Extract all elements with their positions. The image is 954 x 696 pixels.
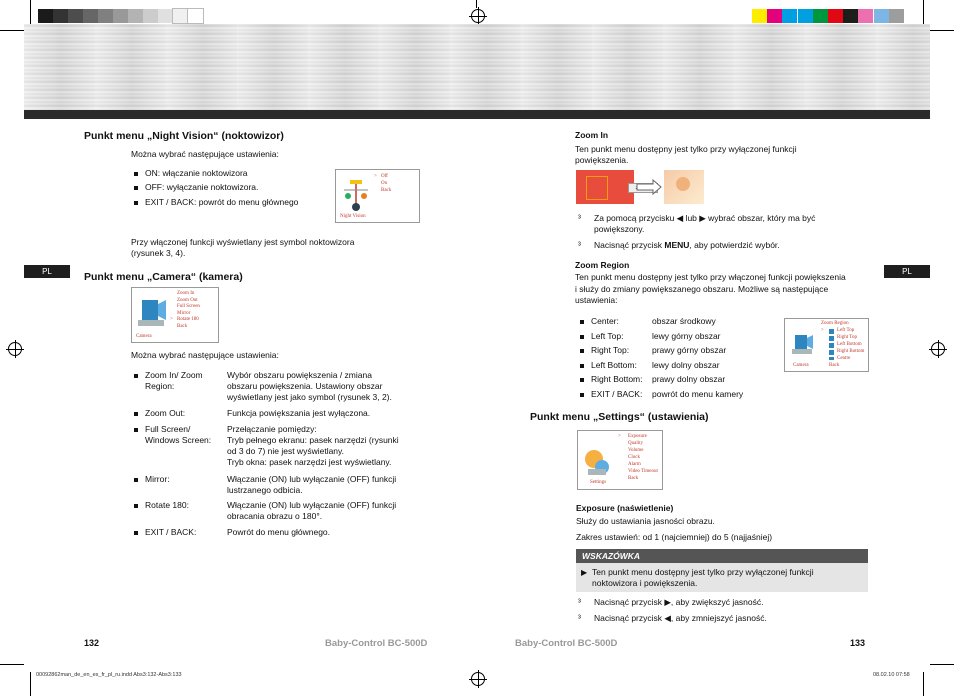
menu-caption: Camera <box>136 334 152 339</box>
exposure-heading: Exposure (naświetlenie) <box>576 503 674 513</box>
settings-menu-screenshot <box>577 430 663 490</box>
language-tab-left: PL <box>24 265 70 278</box>
camera-setting-description: obszaru powiększenia. Ustawiony obszar <box>227 381 383 391</box>
bullet <box>134 428 138 432</box>
zoom-region-menu-screenshot <box>784 318 869 372</box>
zoom-region-text-2: i służy do zmiany powiększanego obszaru. Możliwe są następujące <box>575 284 829 294</box>
bullet <box>580 320 584 324</box>
settings-menu-item: Clock <box>628 455 640 460</box>
gray-swatch <box>188 9 203 23</box>
camera-setting-term: EXIT / BACK: <box>145 527 197 537</box>
step-marker: ³ <box>578 613 581 623</box>
camera-menu-screenshot <box>131 287 219 343</box>
crop-mark <box>0 30 24 31</box>
zoom-step-2 <box>594 240 780 251</box>
crop-mark <box>0 664 24 665</box>
step-marker: ³ <box>578 597 581 607</box>
camera-setting-description: Przełączanie pomiędzy: <box>227 424 317 434</box>
menu-caption: Back <box>829 363 840 368</box>
night-option-exit: EXIT / BACK: powrót do menu głównego <box>145 197 299 207</box>
region-menu-item: Left Top <box>837 328 855 333</box>
page-number-right: 133 <box>850 638 866 648</box>
zoom-region-text-3: ustawienia: <box>575 295 618 305</box>
night-note-line2: (rysunek 3, 4). <box>131 248 186 258</box>
zoomed-baby-image <box>664 170 704 204</box>
bullet <box>134 412 138 416</box>
region-menu-title: Zoom Region <box>821 321 849 326</box>
night-vision-intro: Można wybrać następujące ustawienia: <box>131 149 279 159</box>
night-option-on: ON: włączanie noktowizora <box>145 168 248 178</box>
color-swatch <box>858 9 873 23</box>
step-text: , aby potwierdzić wybór. <box>689 240 780 250</box>
settings-menu-item: Exposure <box>628 434 647 439</box>
camera-setting-term: Region: <box>145 381 175 391</box>
camera-setting-description: od 3 do 7) nie jest wyświetlany. <box>227 446 345 456</box>
color-swatch <box>782 9 797 23</box>
region-term: EXIT / BACK: <box>591 388 643 399</box>
color-swatch <box>874 9 889 23</box>
baby-face <box>676 177 690 191</box>
registration-mark <box>931 342 945 356</box>
menu-pointer: > <box>170 317 173 322</box>
bullet <box>134 186 138 190</box>
registration-mark <box>471 9 485 23</box>
region-term: Right Bottom: <box>591 374 643 384</box>
camera-setting-description: obracania obrazu o 180°. <box>227 511 323 521</box>
region-term: Center: <box>591 316 619 326</box>
settings-heading: Punkt menu „Settings“ (ustawienia) <box>530 411 709 423</box>
camera-setting-description: lustrzanego odbicia. <box>227 485 303 495</box>
registration-mark <box>471 672 485 686</box>
camera-setting-term: Zoom In/ Zoom <box>145 370 203 380</box>
region-term: Right Top: <box>591 345 630 355</box>
exposure-range: Zakres ustawień: od 1 (najciemniej) do 5 (najjaśniej) <box>576 532 773 542</box>
crop-mark <box>923 0 924 24</box>
step-text: Nacisnąć przycisk <box>594 240 665 250</box>
gray-swatch <box>38 9 53 23</box>
camera-setting-description: Włączanie (ON) lub wyłączanie (OFF) funkcji <box>227 500 397 510</box>
camera-setting-description: Powrót do menu głównego. <box>227 527 331 537</box>
gray-swatch <box>53 9 68 23</box>
color-swatch <box>798 9 813 23</box>
product-name-left: Baby-Control BC-500D <box>325 638 428 649</box>
night-vision-heading: Punkt menu „Night Vision“ (noktowizor) <box>84 130 284 142</box>
zoom-step-1a: Za pomocą przycisku ◀ lub ▶ wybrać obszar, który ma być <box>594 213 816 223</box>
camera-menu-item: Zoom Out <box>177 297 198 303</box>
bullet <box>580 378 584 382</box>
zoom-step-1b: powiększony. <box>594 224 645 234</box>
gray-swatch <box>143 9 158 23</box>
camera-menu-item: Full Screen <box>177 304 200 309</box>
note-box-header <box>576 549 868 563</box>
region-menu-item: Centre <box>837 356 851 361</box>
header-texture-overlay <box>24 24 930 110</box>
gray-swatch <box>68 9 83 23</box>
bullet <box>134 504 138 508</box>
menu-caption: Settings <box>590 480 607 485</box>
note-text-line2: noktowizora i powiększenia. <box>592 578 698 588</box>
settings-menu-item: Back <box>628 476 639 481</box>
camera-setting-description: Funkcja powiększania jest wyłączona. <box>227 408 371 418</box>
gray-swatch <box>83 9 98 23</box>
step-marker: ³ <box>578 240 581 250</box>
camera-setting-description: Tryb pełnego ekranu: pasek narzędzi (rysunki <box>227 435 399 445</box>
region-menu-item: Right Bottom <box>837 349 865 354</box>
region-description: obszar środkowy <box>652 316 716 326</box>
bullet <box>580 349 584 353</box>
brightness-step-2: Nacisnąć przycisk ◀, aby zmniejszyć jasność. <box>594 613 767 623</box>
zoom-in-text-line2: powiększenia. <box>575 155 629 165</box>
product-name-right: Baby-Control BC-500D <box>515 638 618 649</box>
note-box-body <box>576 563 868 592</box>
color-swatch <box>813 9 828 23</box>
zoom-source-image <box>576 170 634 204</box>
bullet <box>134 201 138 205</box>
note-arrow-icon: ▶ <box>581 568 588 577</box>
gray-swatch <box>173 9 188 23</box>
color-swatch <box>843 9 858 23</box>
language-tab-right: PL <box>884 265 930 278</box>
camera-menu-item: Rotate 180 <box>177 317 199 322</box>
menu-caption: Camera <box>793 363 809 368</box>
settings-menu-item: Volume <box>628 448 644 453</box>
page-number-left: 132 <box>84 638 100 648</box>
menu-key-label: MENU <box>664 240 690 250</box>
bullet <box>134 531 138 535</box>
crop-mark <box>30 0 31 24</box>
color-swatch <box>889 9 904 23</box>
brightness-step-1: Nacisnąć przycisk ▶, aby zwiększyć jasność. <box>594 597 764 607</box>
zoom-region-heading: Zoom Region <box>575 260 630 270</box>
bullet <box>134 172 138 176</box>
camera-setting-term: Zoom Out: <box>145 408 186 418</box>
camera-menu-item: Mirror <box>177 310 191 316</box>
arrow-right-icon <box>635 178 663 196</box>
note-text-line1: Ten punkt menu dostępny jest tylko przy wyłączonej funkcji <box>592 567 814 577</box>
bullet <box>580 364 584 368</box>
bullet <box>580 393 584 397</box>
zoom-region-text-1: Ten punkt menu dostępny jest tylko przy włączonej funkcji powiększenia <box>575 272 846 282</box>
color-swatch <box>767 9 782 23</box>
gray-swatch <box>113 9 128 23</box>
step-marker: ³ <box>578 213 581 223</box>
region-description: lewy dolny obszar <box>652 359 720 370</box>
bullet <box>580 335 584 339</box>
crop-mark <box>30 672 31 696</box>
gray-swatch <box>98 9 113 23</box>
bullet <box>134 478 138 482</box>
menu-caption: Night Vision <box>340 214 366 219</box>
date-slug: 08.02.10 07:58 <box>873 672 910 678</box>
zoom-in-text-line1: Ten punkt menu dostępny jest tylko przy wyłączonej funkcji <box>575 144 797 154</box>
camera-setting-term: Rotate 180: <box>145 500 189 510</box>
bullet <box>134 374 138 378</box>
region-term: Left Bottom: <box>591 359 637 370</box>
menu-pointer: > <box>374 174 377 179</box>
region-description: prawy górny obszar <box>652 345 727 355</box>
region-description: lewy górny obszar <box>652 330 721 341</box>
color-swatch <box>828 9 843 23</box>
night-option-off: OFF: wyłączanie noktowizora. <box>145 182 259 192</box>
note-title: WSKAZÓWKA <box>582 551 641 561</box>
settings-menu-item: Alarm <box>628 462 641 467</box>
menu-pointer: > <box>821 328 824 333</box>
exposure-text: Służy do ustawiania jasności obrazu. <box>576 516 715 526</box>
camera-setting-term: Full Screen/ <box>145 424 191 434</box>
menu-pointer: > <box>618 434 621 439</box>
gray-swatch <box>128 9 143 23</box>
camera-setting-description: wyświetlany jest jako symbol (rysunek 3, 2). <box>227 392 392 402</box>
header-dark-bar <box>24 110 930 119</box>
camera-setting-description: Włączanie (ON) lub wyłączanie (OFF) funkcji <box>227 474 397 484</box>
region-description: powrót do menu kamery <box>652 388 744 399</box>
camera-intro: Można wybrać następujące ustawienia: <box>131 350 279 360</box>
gray-swatch <box>158 9 173 23</box>
settings-menu-item: Video Timeout <box>628 469 658 474</box>
zoom-in-heading: Zoom In <box>575 130 609 140</box>
color-swatch <box>752 9 767 23</box>
region-term: Left Top: <box>591 330 624 341</box>
region-icons <box>829 329 834 360</box>
night-note-line1: Przy włączonej funkcji wyświetlany jest symbol noktowizora <box>131 237 355 247</box>
settings-menu-item: Quality <box>628 441 643 446</box>
crop-mark <box>923 672 924 696</box>
region-menu-item: Right Top <box>837 335 857 340</box>
camera-setting-term: Mirror: <box>145 474 170 484</box>
zoom-selection-frame <box>586 176 608 200</box>
region-description: prawy dolny obszar <box>652 374 726 384</box>
region-menu-item: Left Bottom <box>837 342 862 347</box>
crop-mark <box>930 30 954 31</box>
camera-heading: Punkt menu „Camera“ (kamera) <box>84 271 243 283</box>
menu-item-back: Back <box>381 188 392 193</box>
camera-setting-description: Tryb okna: pasek narzędzi jest wyświetlany. <box>227 457 392 467</box>
registration-mark <box>8 342 22 356</box>
camera-menu-item: Back <box>177 323 188 329</box>
file-slug: 00092862man_de_en_es_fr_pl_ru.indd Abs3:132-Abs3:133 <box>36 672 182 678</box>
camera-setting-term: Windows Screen: <box>145 435 212 445</box>
night-vision-menu-screenshot <box>335 169 420 223</box>
camera-setting-description: Wybór obszaru powiększenia / zmiana <box>227 370 372 380</box>
menu-item-off: Off <box>381 174 388 179</box>
crop-mark <box>930 664 954 665</box>
menu-item-on: On <box>381 181 388 186</box>
camera-menu-item: Zoom In <box>177 291 195 296</box>
